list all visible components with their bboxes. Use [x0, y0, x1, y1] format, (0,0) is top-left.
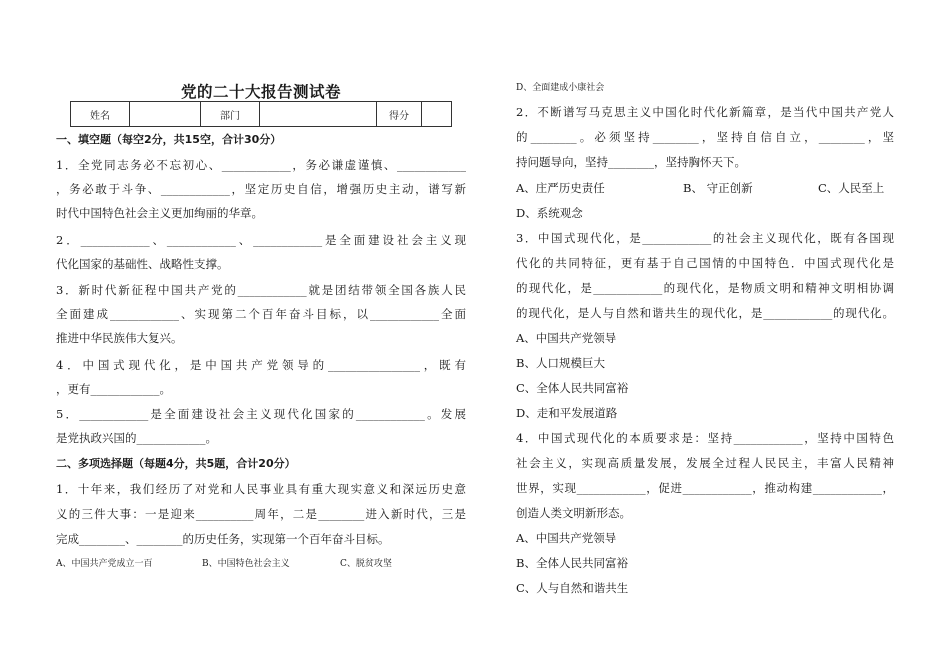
score-field[interactable] — [422, 102, 452, 127]
m2-line-3: 持问题导向，坚持________，坚持胸怀天下。 — [516, 155, 746, 169]
m1-line-1: 1．十年来，我们经历了对党和人民事业具有重大现实意义和深远历史意 — [56, 482, 466, 496]
q3-line-1: 3．新时代新征程中国共产党的____________就是团结带领全国各族人民 — [56, 283, 466, 297]
m4-option-a[interactable]: A、中国共产党领导 — [516, 531, 617, 545]
q2-line-2: 代化国家的基础性、战略性支撑。 — [56, 257, 229, 271]
m1-option-a[interactable]: A、中国共产党成立一百 — [56, 559, 153, 569]
info-table — [70, 101, 452, 127]
m1-line-3: 完成________、________的历史任务，实现第一个百年奋斗目标。 — [56, 532, 390, 546]
q1-line-3: 时代中国特色社会主义更加绚丽的华章。 — [56, 206, 263, 220]
m2-option-a[interactable]: A、庄严历史责任 — [516, 181, 605, 195]
name-field[interactable] — [130, 102, 201, 127]
m3-option-c[interactable]: C、全体人民共同富裕 — [516, 381, 629, 395]
m3-option-a[interactable]: A、中国共产党领导 — [516, 331, 617, 345]
score-label: 得分 — [377, 102, 422, 127]
section-multiple-choice-heading: 二、多项选择题（每题4分，共5题，合计20分） — [56, 457, 296, 470]
m2-option-b[interactable]: B、 守正创新 — [683, 181, 753, 195]
m4-option-c[interactable]: C、人与自然和谐共生 — [516, 581, 629, 595]
m4-line-4: 创造人类文明新形态。 — [516, 506, 631, 520]
m2-option-c[interactable]: C、人民至上 — [818, 181, 885, 195]
m3-option-b[interactable]: B、人口规模巨大 — [516, 356, 605, 370]
m3-line-3: 的现代化，是____________的现代化，是物质文明和精神文明相协调 — [516, 281, 894, 295]
page-title: 党的二十大报告测试卷 — [180, 83, 341, 101]
m1-option-b[interactable]: B、中国特色社会主义 — [202, 559, 290, 569]
name-label: 姓名 — [71, 102, 130, 127]
q4-line-2: ，更有____________。 — [56, 382, 171, 396]
m2-line-1: 2．不断谱写马克思主义中国化时代化新篇章，是当代中国共产党人 — [516, 105, 894, 119]
q3-line-2: 全面建成____________、实现第二个百年奋斗目标，以____________全面 — [56, 307, 466, 321]
m1-line-2: 义的三件大事：一是迎来__________周年，二是________进入新时代，三是 — [56, 507, 466, 521]
m4-line-2: 社会主义，实现高质量发展，发展全过程人民民主，丰富人民精神 — [516, 456, 894, 470]
dept-field[interactable] — [260, 102, 377, 127]
section-fill-in-heading: 一、填空题（每空2分，共15空，合计30分） — [56, 133, 282, 146]
q3-line-3: 推进中华民族伟大复兴。 — [56, 331, 183, 345]
m3-line-4: 的现代化，是人与自然和谐共生的现代化，是____________的现代化。 — [516, 306, 894, 320]
q1-line-2: ，务必敢于斗争、____________，坚定历史自信，增强历史主动，谱写新 — [56, 182, 466, 196]
m3-option-d[interactable]: D、走和平发展道路 — [516, 406, 618, 420]
m3-line-1: 3．中国式现代化，是____________的社会主义现代化，既有各国现 — [516, 231, 894, 245]
q4-line-1: 4．中国式现代化，是中国共产党领导的________________，既有 — [56, 358, 466, 372]
m2-line-2: 的________。必须坚持________，坚持自信自立，________，坚 — [516, 130, 894, 144]
q5-line-1: 5．____________是全面建设社会主义现代化国家的____________。发展 — [56, 407, 466, 421]
q1-line-1: 1．全党同志务必不忘初心、____________，务必谦虚谨慎、____________ — [56, 158, 466, 172]
m4-option-b[interactable]: B、全体人民共同富裕 — [516, 556, 628, 570]
q5-line-2: 是党执政兴国的____________。 — [56, 431, 217, 445]
m4-line-1: 4．中国式现代化的本质要求是：坚持____________，坚持中国特色 — [516, 431, 894, 445]
m2-option-d[interactable]: D、系统观念 — [516, 206, 583, 220]
m4-line-3: 世界，实现____________，促进____________，推动构建____________， — [516, 481, 894, 495]
dept-label: 部门 — [201, 102, 260, 127]
m1-option-d[interactable]: D、全面建成小康社会 — [516, 83, 605, 93]
m1-option-c[interactable]: C、脱贫攻坚 — [340, 559, 392, 569]
m3-line-2: 代化的共同特征，更有基于自己国情的中国特色．中国式现代化是 — [516, 256, 894, 270]
q2-line-1: 2．____________、____________、____________是全面建设社会主义现 — [56, 233, 466, 247]
